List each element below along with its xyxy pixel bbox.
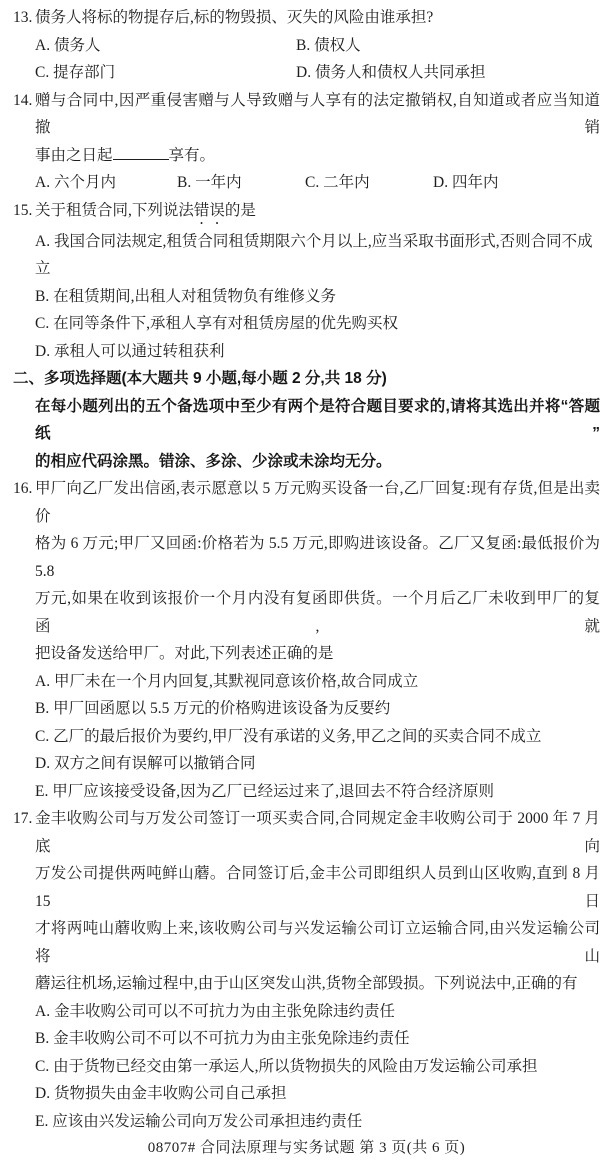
question-13-option-b: B. 债权人	[296, 36, 361, 54]
question-14-stem-after-blank: 享有。	[168, 146, 216, 164]
question-15-option-d: D. 承租人可以通过转租获利	[35, 342, 225, 360]
question-14-option-b: B. 一年内	[177, 174, 242, 191]
question-17-number: 17.	[13, 810, 33, 827]
question-16-option-d: D. 双方之间有误解可以撤销合同	[35, 755, 256, 772]
question-16-number: 16.	[13, 480, 33, 497]
question-16-stem-line3: 万元,如果在收到该报价一个月内没有复函即供货。一个月后乙厂未收到甲厂的复函,就	[35, 590, 600, 635]
question-14-option-c: C. 二年内	[305, 174, 370, 191]
question-14-stem-before-blank: 事由之日起	[35, 146, 113, 164]
question-15-option-b: B. 在租赁期间,出租人对租赁物负有维修义务	[35, 287, 336, 305]
question-17-stem-line3: 才将两吨山蘑收购上来,该收购公司与兴发运输公司订立运输合同,由兴发运输公司将山	[35, 920, 600, 965]
question-14	[13, 87, 600, 197]
question-15	[13, 197, 600, 366]
question-15-stem-emphasis: 错误	[193, 201, 225, 219]
question-17-option-c: C. 由于货物已经交由第一承运人,所以货物损失的风险由万发运输公司承担	[35, 1057, 538, 1075]
question-14-options	[35, 169, 600, 197]
question-13-option-c: C. 提存部门	[35, 64, 116, 81]
question-17-option-d: D. 货物损失由金丰收购公司自己承担	[35, 1085, 287, 1102]
question-16-stem-line4: 把设备发送给甲厂。对此,下列表述正确的是	[35, 645, 334, 662]
question-13-stem: 债务人将标的物提存后,标的物毁损、灭失的风险由谁承担?	[35, 9, 434, 26]
question-16-option-b: B. 甲厂回函愿以 5.5 万元的价格购进该设备为反要约	[35, 700, 391, 717]
question-17-option-e: E. 应该由兴发运输公司向万发公司承担违约责任	[35, 1112, 363, 1130]
question-13-option-d: D. 债务人和债权人共同承担	[296, 64, 486, 81]
question-15-stem	[35, 197, 600, 228]
question-15-option-c: C. 在同等条件下,承租人享有对租赁房屋的优先购买权	[35, 315, 398, 332]
question-14-stem-line2	[35, 142, 600, 170]
question-13-number: 13.	[13, 9, 33, 26]
question-15-number: 15.	[13, 201, 33, 219]
question-15-option-a: A. 我国合同法规定,租赁合同租赁期限六个月以上,应当采取书面形式,否则合同不成立	[35, 232, 593, 277]
question-17-option-a: A. 金丰收购公司可以不可抗力为由主张免除违约责任	[35, 1002, 395, 1020]
question-17-stem-line1: 金丰收购公司与万发公司签订一项买卖合同,合同规定金丰收购公司于 2000 年 7 月底向	[35, 810, 600, 855]
question-16-option-a: A. 甲厂未在一个月内回复,其默视同意该价格,故合同成立	[35, 672, 419, 690]
question-15-stem-suffix: 的是	[224, 201, 256, 219]
question-14-option-a: A. 六个月内	[35, 174, 116, 191]
question-14-stem-line1: 赠与合同中,因严重侵害赠与人导致赠与人享有的法定撤销权,自知道或者应当知道撤销	[35, 91, 600, 136]
question-14-number: 14.	[13, 91, 33, 109]
question-16	[13, 475, 600, 805]
question-16-stem-line2: 格为 6 万元;甲厂又回函:价格若为 5.5 万元,即购进该设备。乙厂又复函:最低报价为5.8	[35, 535, 600, 580]
section-2-instruction-line2: 的相应代码涂黑。错涂、多涂、少涂或未涂均无分。	[35, 452, 392, 470]
question-15-stem-prefix: 关于租赁合同,下列说法	[35, 201, 194, 219]
question-13	[13, 4, 600, 87]
page-footer: 08707# 合同法原理与实务试题 第 3 页(共 6 页)	[147, 1140, 466, 1156]
question-17-option-b: B. 金丰收购公司不可以不可抗力为由主张免除违约责任	[35, 1030, 410, 1047]
section-2-heading: 二、多项选择题(本大题共 9 小题,每小题 2 分,共 18 分)	[13, 370, 387, 387]
section-2-instruction-line1: 在每小题列出的五个备选项中至少有两个是符合题目要求的,请将其选出并将“答题纸”	[35, 397, 600, 442]
question-17	[13, 805, 600, 1135]
question-17-stem-line2: 万发公司提供两吨鲜山蘑。合同签订后,金丰公司即组织人员到山区收购,直到 8 月 15 日	[35, 865, 600, 910]
question-16-stem-line1: 甲厂向乙厂发出信函,表示愿意以 5 万元购买设备一台,乙厂回复:现有存货,但是出卖价	[35, 480, 600, 525]
question-17-stem-line4: 蘑运往机场,运输过程中,由于山区突发山洪,货物全部毁损。下列说法中,正确的有	[35, 975, 578, 992]
question-14-option-d: D. 四年内	[433, 174, 499, 191]
question-16-option-e: E. 甲厂应该接受设备,因为乙厂已经运过来了,退回去不符合经济原则	[35, 782, 494, 800]
question-13-options	[35, 32, 600, 87]
fill-in-blank-underline	[113, 159, 169, 160]
question-13-option-a: A. 债务人	[35, 36, 101, 54]
question-16-option-c: C. 乙厂的最后报价为要约,甲厂没有承诺的义务,甲乙之间的买卖合同不成立	[35, 727, 542, 745]
